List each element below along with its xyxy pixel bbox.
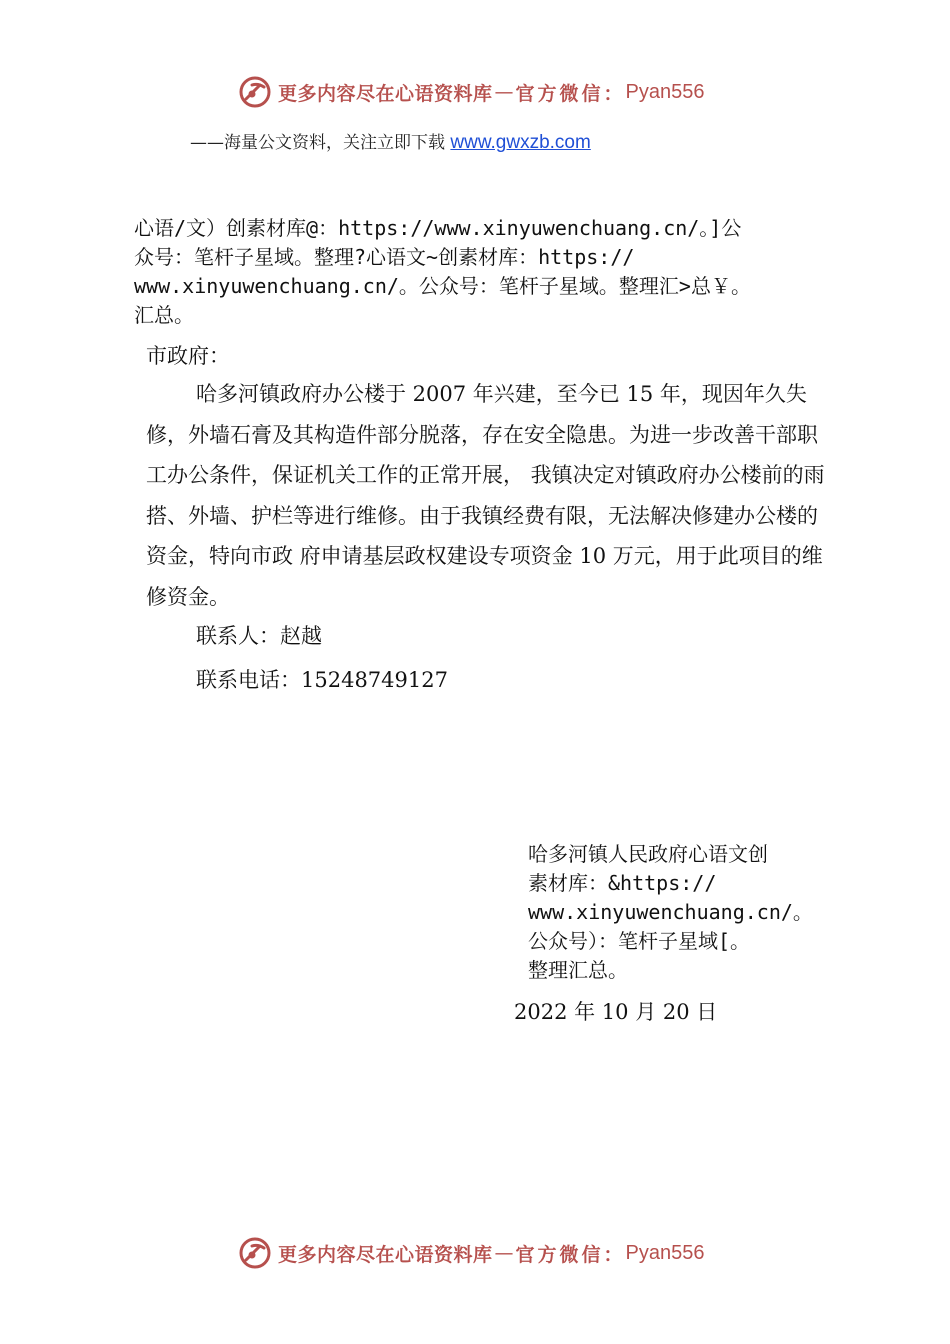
banner-wechat-label: 官方微信： xyxy=(515,1243,626,1266)
banner-separator: — xyxy=(494,81,514,103)
header-banner xyxy=(238,70,758,114)
banner-wechat-label: 官方微信： xyxy=(515,82,626,105)
brand-logo-icon xyxy=(238,75,272,109)
signature-line: 公众号）：笔杆子星域[。 xyxy=(528,929,751,953)
banner-wechat-id: Pyan556 xyxy=(625,1241,705,1264)
banner-wechat-id: Pyan556 xyxy=(625,80,705,103)
letter-paragraph xyxy=(146,374,836,617)
watermark-line: www.xinyuwenchuang.cn/。公众号：笔杆子星域。整理汇>总￥。 xyxy=(134,274,751,298)
signature-line: 整理汇总。 xyxy=(528,958,628,982)
download-notice-text: ——海量公文资料，关注立即下载 xyxy=(190,133,451,153)
letter-paragraph-text: 哈多河镇政府办公楼于 2007 年兴建，至今已 15 年，现因年久失修，外墙石膏及其构造件部分脱落，存在安全隐患。为进一步改善干部职工办公条件，保证机关工作的正常开展， 我镇决定对镇政府办公楼前的雨搭、外墙、护栏等进行维修。由于我镇经费有限，无法解决修建办公楼的资金，特向市政 府申请基层政权建设专项资金 10 万元，用于此项目的维修资金。 xyxy=(146,382,825,609)
contact-phone: 联系电话：15248749127 xyxy=(196,668,448,692)
banner-slogan: 更多内容尽在心语资料库 xyxy=(278,1243,493,1266)
letter-date: 2022 年 10 月 20 日 xyxy=(514,1000,718,1024)
letter-addressee: 市政府： xyxy=(146,344,230,368)
watermark-line: 汇总。 xyxy=(134,303,194,327)
footer-banner xyxy=(238,1231,758,1275)
brand-logo-icon xyxy=(238,1236,272,1270)
download-link[interactable]: www.gwxzb.com xyxy=(450,132,591,153)
watermark-text-block xyxy=(134,214,854,330)
banner-separator: — xyxy=(494,1242,514,1264)
watermark-line: 心语/文）创素材库@：https://www.xinyuwenchuang.cn/。]公 xyxy=(134,216,742,240)
download-notice xyxy=(190,128,591,154)
signature-block xyxy=(528,840,848,985)
signature-line: 哈多河镇人民政府心语文创 xyxy=(528,842,768,866)
signature-line: www.xinyuwenchuang.cn/。 xyxy=(528,900,813,924)
signature-line: 素材库：&https:// xyxy=(528,871,717,895)
banner-slogan: 更多内容尽在心语资料库 xyxy=(278,82,493,105)
watermark-line: 众号：笔杆子星域。整理?心语文~创素材库：https:// xyxy=(134,245,635,269)
contact-person: 联系人：赵越 xyxy=(196,624,322,648)
